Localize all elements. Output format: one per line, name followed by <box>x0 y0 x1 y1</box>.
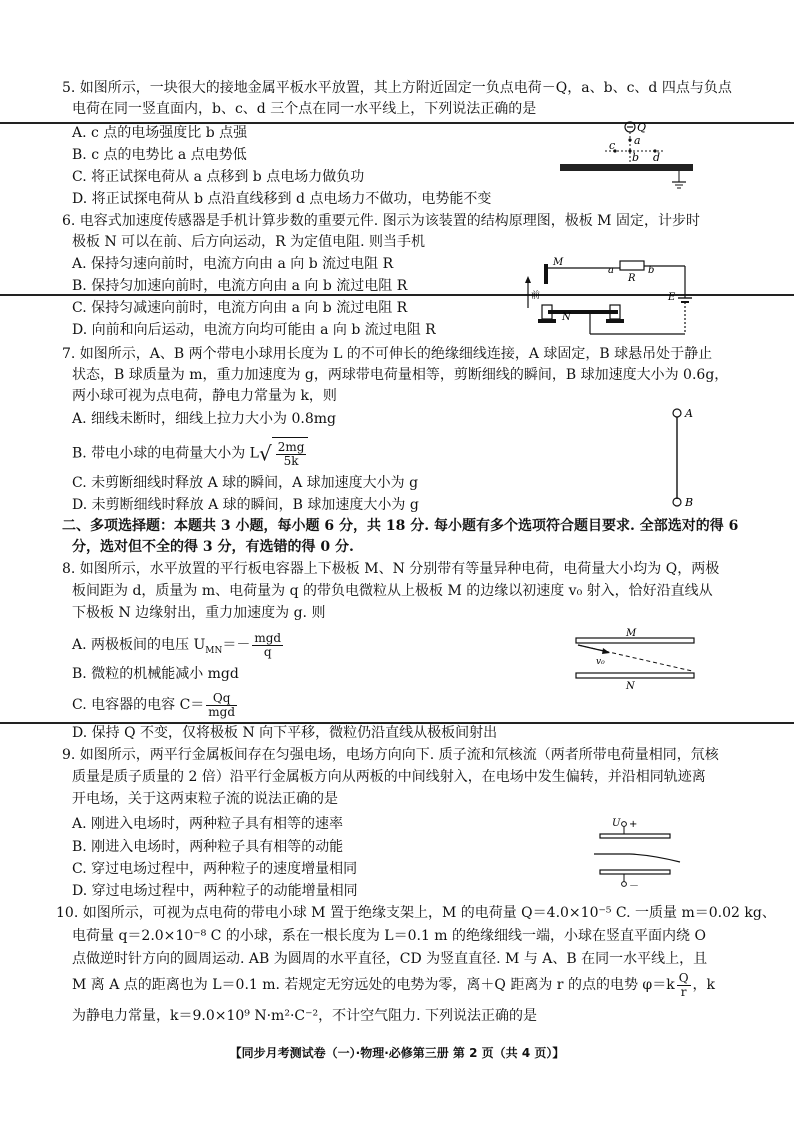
q9-option-b: B. 刚进入电场时，两种粒子具有相等的动能 <box>72 839 344 855</box>
q5-option-b: B. c 点的电势比 a 点电势低 <box>72 147 247 163</box>
q8-option-a: A. 两极板间的电压 $U_{MN}=-$ $\frac{\text{mgd}}{q}$ <box>72 630 282 659</box>
q7-b-denominator: 5k <box>283 453 299 468</box>
q8-stem-line3: 下极板 N 边缘射出，重力加速度为 g. 则 <box>72 605 326 621</box>
q7-stem-line2: 状态，B 球质量为 m，重力加速度为 g，两球带电荷量相等，剪断细线的瞬间，B 球加速度大小为 0.6g， <box>72 367 729 383</box>
q7-b-numerator: 2mg <box>277 439 305 454</box>
plate-n <box>576 673 694 678</box>
ball-b <box>673 498 681 506</box>
q6-stem-line2: 极板 N 可以在前、后方向运动，R 为定值电阻. 则当手机 <box>72 234 426 250</box>
q8-fig-label-n: N <box>626 681 635 690</box>
q8-fig-label-v0: v₀ <box>596 657 605 667</box>
q6-stem-line1: 6. 电容式加速度传感器是手机计算步数的重要元件. 图示为该装置的结构原理图，极板 M 固定，计步时 <box>62 213 700 229</box>
q6-fig-label-m: M <box>553 257 564 268</box>
q7-option-d: D. 未剪断细线时释放 A 球的瞬间，B 球加速度大小为 g <box>72 497 419 513</box>
q8-option-d: D. 保持 Q 不变，仅将极板 N 向下平移，微粒仍沿直线从极板间射出 <box>72 725 498 741</box>
q6-figure <box>520 248 700 340</box>
q8-option-b: B. 微粒的机械能减小 mgd <box>72 666 239 682</box>
q6-option-b: B. 保持匀加速向前时，电流方向由 a 向 b 流过电阻 R <box>72 278 408 294</box>
section2-heading-line1: 二、多项选择题：本题共 3 小题，每小题 6 分，共 18 分. 每小题有多个选项符合题目要求. 全部选对的得 6 <box>62 518 739 534</box>
resistor-r <box>620 261 644 270</box>
q5-option-c: C. 将正试探电荷从 a 点移到 b 点电场力做负功 <box>72 169 365 185</box>
q8-stem-line2: 板间距为 d，质量为 m、电荷量为 q 的带负电微粒从上极板 M 的边缘以初速度 v₀ 射入，恰好沿直线从 <box>72 583 713 599</box>
q10-stem-line2: 电荷量 q＝2.0×10⁻⁸ C 的小球，系在一根长度为 L＝0.1 m 的绝缘细线一端，小球在竖直平面内绕 O <box>72 928 706 944</box>
q8-option-c: C. 电容器的电容 C＝ $\frac{Qq}{\text{mgd}}$ <box>72 690 236 719</box>
q8-a-numerator: mgd <box>254 630 282 645</box>
plate-m <box>544 264 548 284</box>
lower-plate <box>600 870 670 874</box>
q9-option-c: C. 穿过电场过程中，两种粒子的速度增量相同 <box>72 861 358 877</box>
section2-heading-line2: 分，选对但不全的得 3 分，有选错的得 0 分. <box>72 539 354 555</box>
q7-stem-line1: 7. 如图所示，A、B 两个带电小球用长度为 L 的不可伸长的绝缘细线连接，A 球固定，B 球悬吊处于静止 <box>62 346 713 362</box>
q7-option-a: A. 细线未断时，细线上拉力大小为 0.8mg <box>72 411 336 427</box>
q9-fig-label-u: U <box>612 818 621 829</box>
q5-fig-label-b: b <box>632 151 640 164</box>
upper-plate <box>600 834 670 838</box>
q9-fig-label-minus: － <box>629 881 639 892</box>
q9-fig-label-plus: + <box>629 819 638 830</box>
q9-option-d: D. 穿过电场过程中，两种粒子的动能增量相同 <box>72 883 358 899</box>
q8-c-denominator: mgd <box>208 704 236 719</box>
q7-stem-line3: 两小球可视为点电荷，静电力常量为 k，则 <box>72 388 337 404</box>
q5-fig-label-d: d <box>653 151 661 164</box>
q9-stem-line1: 9. 如图所示，两平行金属板间存在匀强电场，电场方向向下. 质子流和氘核流（两者所带电荷量相同，氘核 <box>62 747 719 763</box>
q10-numerator: Q <box>678 970 689 985</box>
q6-option-a: A. 保持匀速向前时，电流方向由 a 向 b 流过电阻 R <box>72 256 394 272</box>
q10-stem-line4: M 离 A 点的距离也为 L＝0.1 m. 若规定无穷远处的电势为零，离＋Q 距离为 r 的点的电势 φ＝k $\frac{Q}{r}$ ，k <box>72 970 716 999</box>
q8-stem-line1: 8. 如图所示，水平放置的平行板电容器上下极板 M、N 分别带有等量异种电荷，电荷量大小均为 Q，两极 <box>62 561 720 577</box>
velocity-arrow-icon <box>602 648 610 654</box>
q10-stem-line3: 点做逆时针方向的圆周运动. AB 为圆周的水平直径，CD 为竖直直径. M 与 A、B 在同一水平线上，且 <box>72 951 708 967</box>
q5-figure <box>555 120 700 196</box>
plate-n <box>548 310 618 314</box>
metal-plate <box>560 164 693 171</box>
q9-stem-line2: 质量是质子质量的 2 倍）沿平行金属板方向从两板的中间线射入，在电场中发生偏转，并沿相同轨迹离 <box>72 769 706 785</box>
q7-option-c: C. 未剪断细线时释放 A 球的瞬间，A 球加速度大小为 g <box>72 475 419 491</box>
q10-stem-line1: 10. 如图所示，可视为点电荷的带电小球 M 置于绝缘支架上，M 的电荷量 Q＝4.0×10⁻⁵ C. 一质量 m＝0.02 kg、 <box>56 905 776 921</box>
q6-option-d: D. 向前和向后运动，电流方向均可能由 a 向 b 流过电阻 R <box>72 322 436 338</box>
q8-fig-label-m: M <box>626 628 637 639</box>
q6-fig-label-n: N <box>562 312 571 323</box>
q8-figure <box>572 624 702 690</box>
ball-a <box>673 409 681 417</box>
q7-fig-label-b: B <box>685 496 694 509</box>
q10-stem-line5: 为静电力常量，k＝9.0×10⁹ N·m²·C⁻²，不计空气阻力. 下列说法正确的是 <box>72 1008 538 1024</box>
q6-fig-label-e: E <box>668 292 676 303</box>
deflection-path <box>630 854 680 862</box>
arrow-up-icon <box>525 276 531 283</box>
q7-fig-label-a: A <box>685 407 693 420</box>
q5-option-d: D. 将正试探电荷从 b 点沿直线移到 d 点电场力不做功，电势能不变 <box>72 191 492 207</box>
q5-stem-line1: 5. 如图所示，一块很大的接地金属平板水平放置，其上方附近固定一负点电荷－Q，a、b、c、d 四点与负点 <box>62 80 732 96</box>
q5-stem-line2: 电荷在同一竖直面内，b、c、d 三个点在同一水平线上，下列说法正确的是 <box>72 101 537 117</box>
q6-fig-label-a: a <box>608 265 614 276</box>
q5-fig-label-a: a <box>634 134 641 147</box>
q6-fig-label-b: b <box>648 265 655 276</box>
q6-option-c: C. 保持匀减速向前时，电流方向由 a 向 b 流过电阻 R <box>72 300 408 316</box>
q9-figure <box>590 812 685 892</box>
q5-option-a: A. c 点的电场强度比 b 点强 <box>72 125 248 141</box>
q5-fig-label-q: Q <box>637 121 647 134</box>
q9-stem-line3: 开电场，关于这两束粒子流的说法正确的是 <box>72 791 338 807</box>
q6-fig-label-front: 前 <box>531 291 541 301</box>
q6-fig-label-r: R <box>628 273 636 284</box>
q9-option-a: A. 刚进入电场时，两种粒子具有相等的速率 <box>72 816 344 832</box>
q7-figure <box>665 405 705 509</box>
q8-c-numerator: Qq <box>206 692 237 706</box>
q10-denominator: r <box>680 984 687 999</box>
q7-option-b: B. 带电小球的电荷量大小为 L√ $\frac{2mg}{5k}$ <box>72 437 308 470</box>
q8-a-denominator: q <box>263 644 272 659</box>
q5-fig-label-c: c <box>609 139 616 152</box>
page-footer: 【同步月考测试卷（一）·物理·必修第三册 第 2 页（共 4 页）】 <box>229 1046 565 1060</box>
